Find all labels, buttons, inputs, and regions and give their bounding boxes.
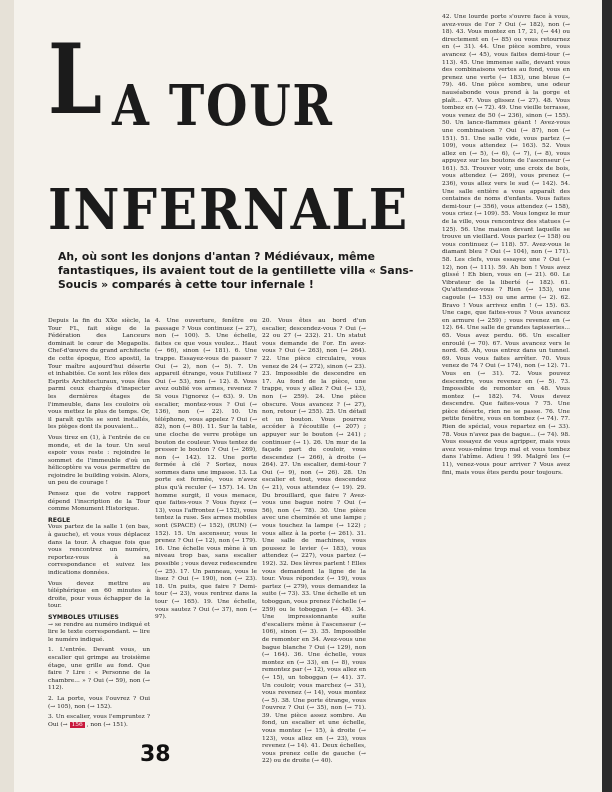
page-right-edge	[602, 0, 612, 792]
title-line-2: INFERNALE	[48, 177, 409, 243]
article-intro: Ah, où sont les donjons d'antan ? Médiévaux, même fantastiques, ils avaient tout de la gentillette villa « Sans-Soucis » comparés à cette tour infernale !	[58, 250, 414, 291]
paragraph: → se rendre au numéro indiqué et lire le texte correspondant. ← lire le numéro indiqué.	[48, 621, 150, 643]
paragraph: Vous partez de la salle 1 (en bas, à gauche), et vous vous déplacez dans la tour. À chaque fois que vous rencontrez un numéro, reportez-vous à sa correspondance et suivez les indications données.	[48, 524, 150, 576]
paragraph: 2. La porte, vous l'ouvrez ? Oui (→ 105), non (→ 152).	[48, 695, 150, 710]
text-column-1	[48, 318, 150, 744]
title-initial-letter: L	[48, 23, 104, 136]
text: , non (→ 151).	[86, 721, 128, 728]
page-number: 38	[140, 742, 171, 767]
symbols-heading: SYMBOLES UTILISES	[48, 613, 119, 621]
rules-heading: REGLE	[48, 516, 71, 524]
text-column-2: 4. Une ouverture, fenêtre ou passage ? Vous continuez (→ 27), non (→ 100). 5. Une échelle, faites ce que vous voulez... Haut (→ 66), sinon (→ 181). 6. Une trappe. Essayez-vous de passer ? Oui (→ 2), non (→ 5). 7. Un appareil étrange, vous l'utilisez ? Oui (→ 53), non (→ 12). 8. Vous avez oublié vos armes, revenez ? Si vous l'ignorez (→ 63). 9. Un escalier, montez-vous ? Oui (→ 136), non (→ 22). 10. Un téléphone, vous appelez ? Oui (→ 82), non (→ 80). 11. Sur la table, une cloche de verre protège un bouton de couleur. Vous tentez de presser le bouton ? Oui (→ 269), non (→ 142). 12. Une porte fermée à clé ? Sortez, nous sommes dans une impasse. 13. La porte est fermée, vous n'avez plus qu'à reculer (→ 157). 14. Un homme surgit, il vous menace, que faites-vous ? Vous fuyez (→ 13), vous l'affrontez (→ 152), vous tentez la ruse. Ses armes mobiles sont (SPACE) (→ 152), (RUN) (→ 152). 15. Un ascenseur, vous le prenez ? Oui (→ 12), non (→ 179). 16. Une échelle vous mène à un niveau trop bas, sans escalier possible ; vous devez redescendre (→ 25). 17. Un panneau, vous le lisez ? Oui (→ 190), non (→ 23). 18. Un puits, que faire ? Demi-tour (→ 23), vous rentrez dans la tour (→ 165). 19. Une échelle, vous sautez ? Oui (→ 37), non (→ 97).	[155, 318, 257, 621]
paragraph: Depuis la fin du XXe siècle, la Tour FL, fait siège de la Fédération des Lanceurs dominait le cœur de Megapolis. Chef-d'œuvre du grand architecte de cette époque, Eco apostil, la Tour maître aujourd'hui déserte et inhabitée. Ce sont les rôles des Esprits Architecturaux, vous êtes parmi ceux chargés d'inspecter les dernières étages de l'immeuble, dans les couloirs où vous mettez le plus de temps. Or, il paraît qu'ils se sont installés, les pièges dont ils pouvaient...	[48, 318, 150, 431]
text-column-4: 42. Une lourde porte s'ouvre face à vous, avez-vous de l'or ? Oui (→ 182), non (→ 18). 43. Vous montez en 17, 21, (→ 44) ou directement en (→ 85) ou vous retournez en (→ 31). 44. Une pièce sombre, vous avancez (→ 45), vous faites demi-tour (→ 113). 45. Une immense salle, devant vous des combinaisons vertes au fond, vous en prenez une verte (→ 183), une bleue (→ 79). 46. Une pièce sombre, une odeur nauséabonde vous prend à la gorge et plaît... 47. Vous glissez (→ 27). 48. Vous tombez en (→ 72). 49. Une vieille terrasse, vous venez de 50 (→ 236), sinon (→ 155). 50. Un lance-flammes géant ! Avez-vous une combinaison ? Oui (→ 87), non (→ 151). 51. Une salle vide, vous partez (→ 109), vous attendez (→ 163). 52. Vous allez en (→ 5), (→ 6), (→ 7), (→ 8), vous appuyez sur les boutons de l'ascenseur (→ 161). 53. Trouver voir, une croix de bois, vous attendez (→ 269), vous prenez (→ 236), vous allez vers le sud (→ 142). 54. Une salle entière a vous apparaît des centaines de noms d'enfants. Vous faites demi-tour (→ 356), vous attendez (→ 158), vous criez (→ 109). 55. Vous longez le mur de la ville, vous rencontrez des statues (→ 125). 56. Une maison devant laquelle se trouve un vieillard. Vous parlez (→ 158) ou vous continuez (→ 118). 57. Avez-vous le diamant bleu ? Oui (→ 104), non (→ 171). 58. Les clefs, vous essayez une ? Oui (→ 12), non (→ 111). 59. Ah bon ! Vous avez glissé ! Eh bien, vous en (→ 21). 60. Le Vibrateur de la liberté (→ 182). 61. Qu'attendez-vous ? Rien (→ 153), une cagoule (→ 153) ou une arme (→ 2). 62. Bravo ! Vous arrivez enfin ! (→ 15). 63. Une cage, que faites-vous ? Vous avancez en armure (→ 259) ; vous revenez en (→ 12). 64. Une salle de grandes tapisseries... 65. Vous avez perdu. 66. Un escalier enroulé (→ 70). 67. Vous avancez vers le nord. 68. Ah, vous entrez dans un tunnel. 69. Vous vous faites arrêter. 70. Vous venez de 74 ? Oui (→ 174), non (→ 12). 71. Vous en (→ 31). 72. Vous pouvez descendre, vous revenez en (→ 5). 73. Impossible de remonter en 48. Vous montez (→ 182). 74. Vous devez descendre. Que faites-vous ? 75. Une pièce déserte, rien ne se passe. 76. Une petite fenêtre, vous en tombez (→ 74). 77. Rien de spécial, vous repartez en (→ 33). 78. Vous n'avez pas de bague... (→ 74). 98. Vous essayez de vous agripper, mais vous avez vous-même trop mal et vous tombez dans l'abîme. Adieu ! 99. Malgré les (→ 11), venez-vous pour arriver ? Vous avez fini, mais vous êtes perdu pour toujours.	[442, 14, 570, 476]
page-left-edge	[0, 0, 14, 792]
highlighted-number: 156	[71, 721, 83, 728]
paragraph	[48, 714, 150, 729]
paragraph: Vous devez mettre au téléphérique en 60 minutes à droite, pour vous échapper de la tour.	[48, 580, 150, 610]
text: 3. Un escalier, vous l'empruntez ? Oui (→	[48, 714, 150, 728]
paragraph: Pensez que de votre rapport dépend l'inscription de la Tour comme Monument Historique.	[48, 491, 150, 513]
paragraph: 1. L'entrée. Devant vous, un escalier qui grimpe au troisième étage, une grille au fond. Que faire ? Lire : « Personne de la chambre... » ? Oui (→ 59), non (→ 112).	[48, 647, 150, 692]
paragraph: Vous tirez en (1), à l'entrée de ce monde, et de la tour. Un seul espoir vous reste : rejoindre le sommet de l'immeuble d'où un hélicoptère va vous permettre de rejoindre le building voisin. Alors, un peu de courage !	[48, 434, 150, 487]
text-column-3: 20. Vous êtes au bord d'un escalier, descendez-vous ? Oui (→ 22 ou 27 (→ 232). 21. Un statut vous demande de l'or. En avez-vous ? Oui (→ 263), non (→ 264). 22. Une pièce circulaire, vous venez de 24 (→ 272), sinon (→ 23). 23. Impossible de descendre en 17. Au fond de la pièce, une trappe, vous y allez ? Oui (→ 13), non (→ 259). 24. Une pièce obscure. Vous avancez ? (→ 27), non, retour (→ 255). 25. Un détail et un bouton. Vous pourrez accéder à l'écoutille (→ 207) ; appuyer sur le bouton (→ 241) ; continuer (→ 1). 26. Un mur de la façade part du couloir, vous descendez (→ 266), à droite (→ 264). 27. Un escalier, demi-tour ? Oui (→ 9), non (→ 26). 28. Un escalier et tout, vous descendez (→ 21), vous attendez (→ 19). 29. Du brouillard, que faire ? Avez-vous une bague noire ? Oui (→ 56), non (→ 78). 30. Une pièce avec une cheminée et une lampe ; vous touchez la lampe (→ 122) ; vous allez à la porte (→ 261). 31. Une salle de machines, vous poussez le levier (→ 183), vous attendez (→ 227), vous partez (→ 192). 32. Des lèvres parlent ! Elles vous demandent la ligne de la tour. Vous répondez (→ 19), vous partez (→ 279), vous demandez la suite (→ 73). 33. Une échelle et un toboggan, vous prenez l'échelle (→ 259) ou le toboggan (→ 48). 34. Une impressionnante suite d'escaliers mène à l'ascenseur (→ 106), sinon (→ 3). 35. Impossible de remonter en 34. Avez-vous une bague blanche ? Oui (→ 129), non (→ 164). 36. Une échelle, vous montez en (→ 33), en (→ 8), vous remontez par (→ 12), vous allez en (→ 15), un toboggan (→ 41). 37. Un couloir, vous marchez (→ 31), vous revenez (→ 14), vous montez (→ 5). 38. Une porte étrange, vous l'ouvrez ? Oui (→ 35), non (→ 71). 39. Une pièce assez sombre. Au fond, un escalier et une échelle, vous montez (→ 15), à droite (→ 123), vous allez en (→ 23), vous revenez (→ 14). 41. Deux échelles, vous prenez celle de gauche (→ 22) ou de droite (→ 40).	[262, 318, 366, 765]
title-line-1: A TOUR	[112, 73, 334, 139]
